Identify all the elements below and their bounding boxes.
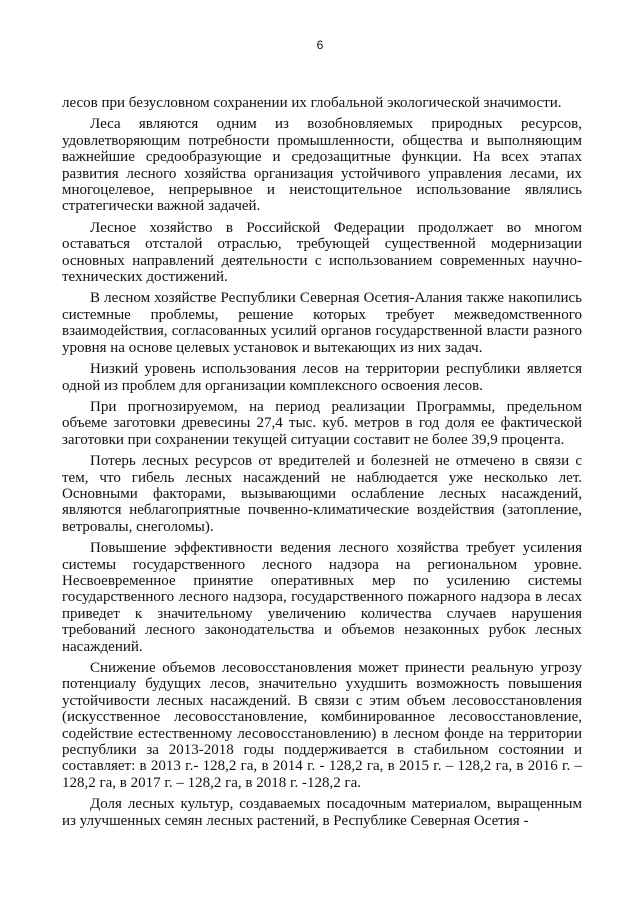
paragraph-reforestation: Снижение объемов лесовосстановления может принести реальную угрозу потенциалу будущих лесов, значительно ухудшить возможность повышения устойчивости лесных насаждений. В связи с этим объем лесовосстановления (искусственное лесовосстановление, комбинированное лесовосстановление, содействие естественному лесовосстановлению) в лесном фонде на территории республики за 2013-2018 годы поддерживается в стабильном состоянии и составляет: в 2013 г.- 128,2 га, в 2014 г. - 128,2 га, в 2015 г. – 128,2 га, в 2016 г. – 128,2 га, в 2017 г. – 128,2 га, в 2018 г. -128,2 га. — [62, 660, 582, 791]
paragraph-low-usage: Низкий уровень использования лесов на территории республики является одной из проблем для организации комплексного освоения лесов. — [62, 361, 582, 394]
paragraph-supervision: Повышение эффективности ведения лесного хозяйства требует усиления системы государственного лесного надзора на региональном уровне. Несвоевременное принятие оперативных мер по усилению системы государственного лесного надзора, государственного пожарного надзора в лесах приведет к значительному увеличению количества случаев нарушения требований лесного законодательства и объемов незаконных рубок лесных насаждений. — [62, 540, 582, 655]
paragraph-continuation: лесов при безусловном сохранении их глобальной экологической значимости. — [62, 95, 562, 111]
paragraph-timber-harvest: При прогнозируемом, на период реализации Программы, предельном объеме заготовки древесины 27,4 тыс. куб. метров в год доля ее фактической заготовки при сохранении текущей ситуации составит не более 39,9 процента. — [62, 398, 582, 448]
paragraph-forestry-russia: Лесное хозяйство в Российской Федерации продолжает во многом оставаться отсталой отраслью, требующей существенной модернизации основных направлений деятельности с использованием современных научно-технических достижений. — [62, 219, 582, 286]
page-number: 6 — [316, 38, 324, 52]
paragraph-forests-renewable: Леса являются одним из возобновляемых природных ресурсов, удовлетворяющим потребности промышленности, общества и выполняющим важнейшие средообразующие и средозащитные функции. На всех этапах развития лесного хозяйства организация устойчивого управления лесами, их многоцелевое, непрерывное и неистощительное использование являлись стратегически важной задачей. — [62, 116, 582, 215]
body-text — [62, 95, 582, 834]
paragraph-forestry-north-ossetia: В лесном хозяйстве Республики Северная Осетия-Алания также накопились системные проблемы, решение которых требует межведомственного взаимодействия, согласованных усилий органов государственной власти разного уровня на основе целевых установок и вытекающих из них задач. — [62, 290, 582, 356]
paragraph-forest-crops-share: Доля лесных культур, создаваемых посадочным материалом, выращенным из улучшенных семян лесных растений, в Республике Северная Осетия - — [62, 796, 582, 829]
paragraph-pests-diseases: Потерь лесных ресурсов от вредителей и болезней не отмечено в связи с тем, что гибель лесных насаждений не наблюдается уже несколько лет. Основными факторами, вызывающими ослабление лесных насаждений, являются неблагоприятные почвенно-климатические воздействия (затопление, ветровалы, снеголомы). — [62, 453, 582, 535]
